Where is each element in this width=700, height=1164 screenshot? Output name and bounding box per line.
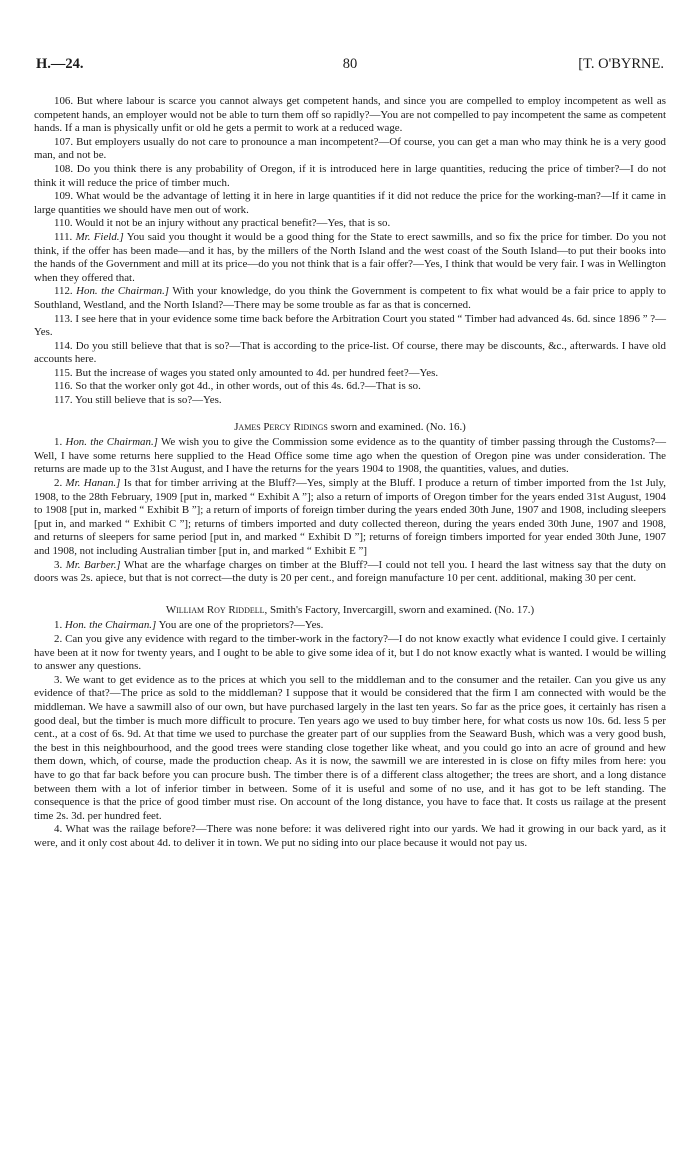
paragraph-text: With your knowledge, do you think the Government is competent to fix what would be a fair price to apply to Southland, Westland, and the North Island?—There may be some trouble as far as that is concerned. <box>34 285 666 311</box>
paragraph-text: What are the wharfage charges on timber at the Bluff?—I could not tell you. I heard the last witness say that the duty on doors was 2s. apiece, but that is not correct—the duty is 20 per cent., and foreign manufacture 10 per cent. additional, making 30 per cent. <box>34 558 666 585</box>
ridings-paragraph-1 <box>34 436 666 477</box>
speaker: Hon. the Chairman.] <box>64 619 157 632</box>
paragraph-114: 114. Do you still believe that that is so?—That is according to the price-list. Of course, there may be discounts, &c., afterwards. I have old accounts here. <box>34 339 666 366</box>
paragraph-text: You are one of the proprietors?—Yes. <box>158 619 324 632</box>
paragraph-110: 110. Would it not be an injury without any practical benefit?—Yes, that is so. <box>54 217 391 230</box>
document-body <box>34 95 666 850</box>
witness-heading-rest: sworn and examined. (No. 16.) <box>327 420 466 433</box>
paragraph-text: You said you thought it would be a good thing for the State to erect sawmills, and so fix the price for timber. Do you not think, if the offer has been made—and it has, by the millers of the North Island and the west coast of the South Island—to put their books into the hands of the Government and mill at its price—do you not think that is a fair offer?—Yes, I think that would be very fair. I was in Wellington when they offered that. <box>34 230 666 284</box>
riddell-paragraph-1 <box>34 619 666 633</box>
question-number: 1. <box>54 436 63 449</box>
witness-name-header: [T. O'BYRNE. <box>578 56 664 72</box>
paragraph-107: 107. But employers usually do not care to pronounce a man incompetent?—Of course, you can get a man who may think he is a very good man, and not be. <box>34 135 666 162</box>
witness-name: William Roy Riddell <box>165 603 265 616</box>
question-number: 112. <box>54 285 73 298</box>
speaker: Mr. Barber.] <box>65 558 121 571</box>
document-code: H.—24. <box>36 56 84 72</box>
paragraph-116: 116. So that the worker only got 4d., in other words, out of this 4s. 6d.?—That is so. <box>54 380 421 393</box>
page-number: 80 <box>342 56 358 72</box>
paragraph-109: 109. What would be the advantage of letting it in here in large quantities if it did not reduce the price for the working-man?—If it came in large quantities we should have men out of work. <box>34 190 666 216</box>
paragraph-112 <box>34 285 666 312</box>
witness-heading-ridings <box>34 421 666 435</box>
speaker: Hon. the Chairman.] <box>76 285 170 298</box>
question-number: 2. <box>54 477 63 490</box>
paragraph-108: 108. Do you think there is any probability of Oregon, if it is introduced here in large quantities, reducing the price of timber?—I do not think it will reduce the price of timber much. <box>34 162 666 189</box>
speaker: Hon. the Chairman.] <box>65 436 158 449</box>
witness-heading-riddell <box>34 604 666 618</box>
paragraph-115: 115. But the increase of wages you stated only amounted to 4d. per hundred feet?—Yes. <box>54 366 439 379</box>
paragraph-111 <box>34 231 666 285</box>
question-number: 1. <box>54 619 63 632</box>
riddell-paragraph-3: 3. We want to get evidence as to the prices at which you sell to the middleman and to the consumer and the retailer. Can you give us any evidence of that?—The price as sold to the middleman? I suppose that it would be considered that the firm I am connected with would be the middleman. We have a sawmill also of our own, but have purchased largely in the last ten years. So far as the price goes, it certainly has risen a good deal, but the timber is much more difficult to procure. Ten years ago we used to buy timber here, for what costs us now 10s. 6d. less 5 per cent., at a cost of 6s. 9d. At that time we used to purchase the greater part of our supplies from the Seaward Bush, which was a very good bush, the best in this neighbourhood, and the good trees were standing close together like wheat, and you could go into an acre of ground and hew them down, which, of course, made the production cheap. As it is now, the sawmill we are interested in is close on fifty miles from here: you have to go that far back before you can procure bush. The timber there is of a different class altogether; the trees are short, and a long distance between them with a lot of inferior timber in between. Some of it is useful and some of no use, and it has got to be left standing. The consequence is that the price of good timber must rise. On account of the long distance, you have to face that. It costs us railage at the present time 2s. 3d. per hundred feet. <box>34 673 666 822</box>
paragraph-text: Is that for timber arriving at the Bluff?—Yes, simply at the Bluff. I produce a return of timber imported from the 1st July, 1908, to the 28th February, 1909 [put in, marked “ Exhibit A ”]; also a return of imports of Oregon timber for the years ended 31st August, 1904 to 1908 [put in, marked “ Exhibit B ”]; a return of imports of foreign timber during the years ended 30th June, 1907 and 1908, including sleepers [put in, and marked “ Exhibit C ”]; returns of timbers imported and duty collected thereon, during the years ended 30th June, 1907 and 1908, and returns of sleepers for same period [put in, and marked “ Exhibit D ”]; returns of foreign timbers imported for year ended 30th June, 1907 and 1908, not including Australian timber [put in, and marked “ Exhibit E ”] <box>34 477 666 557</box>
paragraph-106: 106. But where labour is scarce you cannot always get competent hands, and since you are compelled to employ incompetent as well as competent hands, an employer would not be able to turn them off so rapidly?—You are not compelled to pay incompetent the same as competent hands. If a man is physically unfit or old he gets a permit to work at a reduced wage. <box>34 95 667 135</box>
riddell-paragraph-4: 4. What was the railage before?—There was none before: it was delivered right into our yards. We had it growing in our back yard, as it were, and it only cost about 4d. to deliver it in town. We put no siding into our place because it would not pay us. <box>34 823 666 849</box>
witness-name: James Percy Ridings <box>234 420 328 433</box>
question-number: 111. <box>54 230 73 243</box>
riddell-paragraph-2: 2. Can you give any evidence with regard to the timber-work in the factory?—I do not know exactly what evidence I could give. I certainly have been at it now for twenty years, and I ought to be able to give some idea of it, but I do not know exactly what is wanted. I would be willing to answer any questions. <box>34 632 666 673</box>
paragraph-117: 117. You still believe that is so?—Yes. <box>54 394 222 407</box>
ridings-paragraph-2 <box>34 477 666 559</box>
question-number: 3. <box>54 558 63 571</box>
ridings-paragraph-3 <box>34 559 666 586</box>
speaker: Mr. Hanan.] <box>65 477 121 490</box>
paragraph-113: 113. I see here that in your evidence some time back before the Arbitration Court you stated “ Timber had advanced 4s. 6d. since 1896 ” ?—Yes. <box>34 312 666 339</box>
speaker: Mr. Field.] <box>75 230 124 243</box>
page-header <box>36 56 664 78</box>
paragraph-text: We wish you to give the Commission some evidence as to the quantity of timber passing through the Customs?—Well, I have some returns here supplied to the Head Office some time ago when the question of Oregon pine was under consideration. The returns are made up to the 31st August, and I have the returns for the years 1904 to 1908, the quantities, values, and duties. <box>34 436 666 476</box>
witness-heading-rest: , Smith's Factory, Invercargill, sworn and examined. (No. 17.) <box>264 603 535 616</box>
